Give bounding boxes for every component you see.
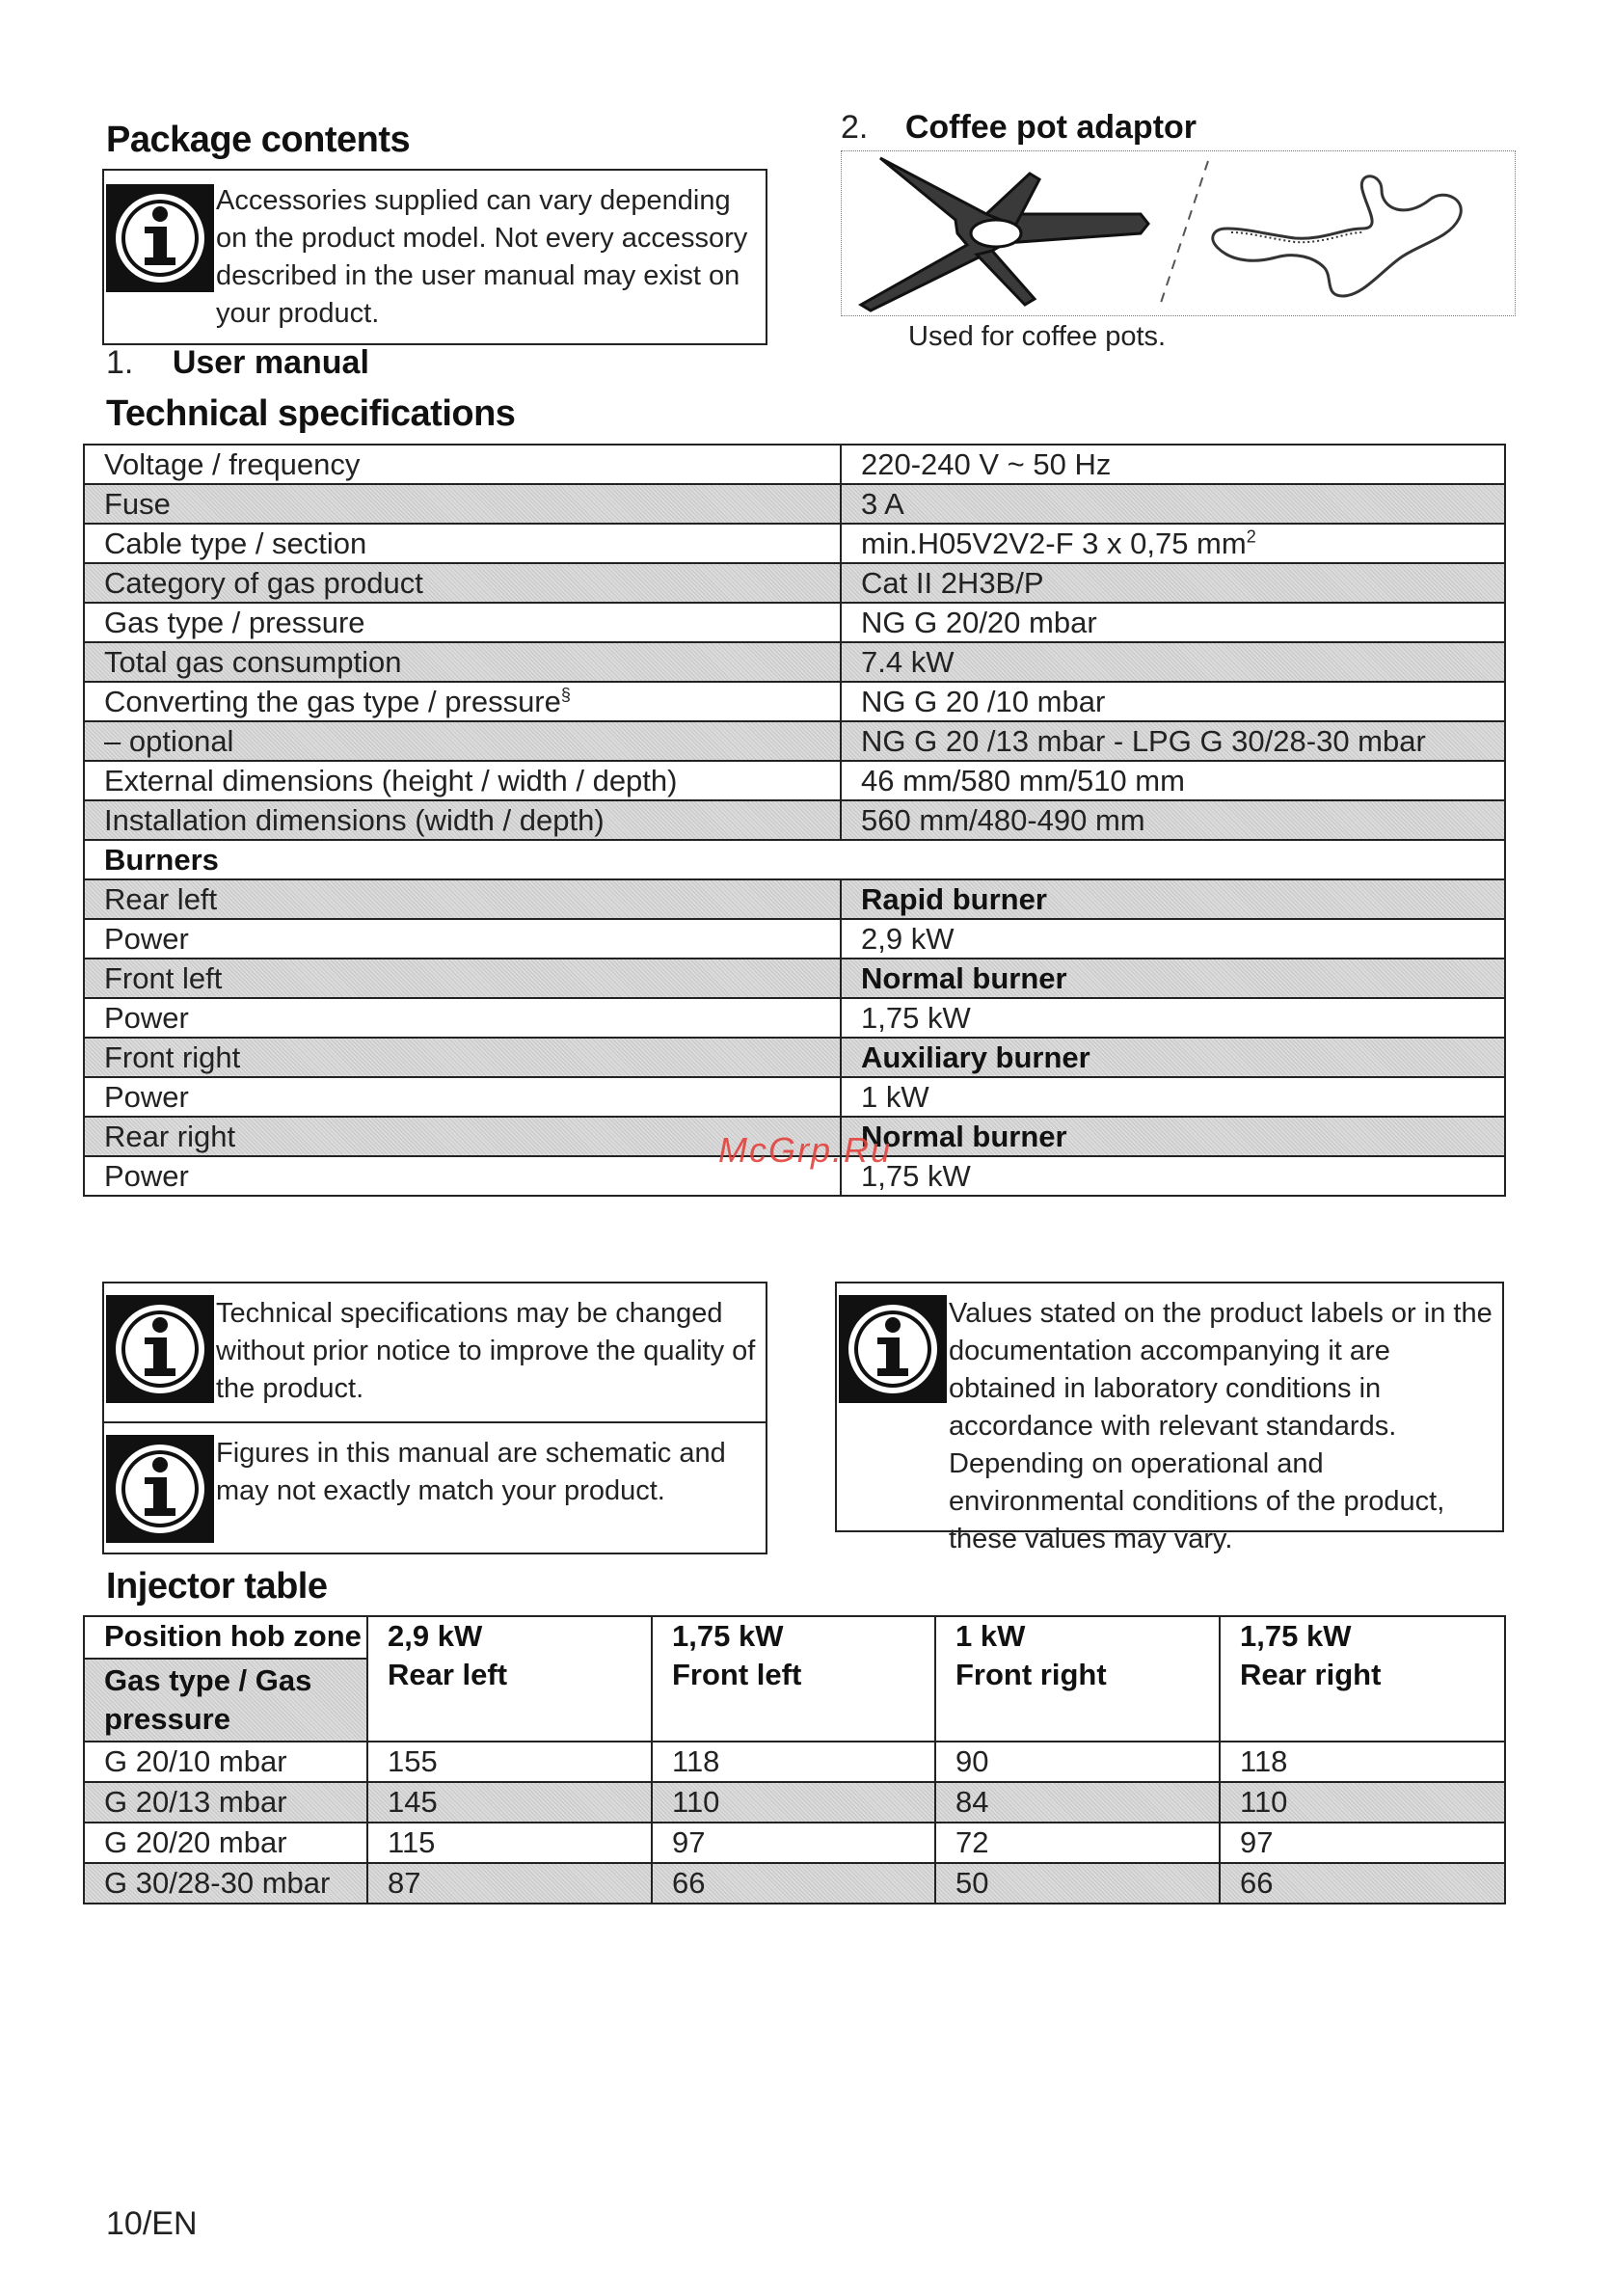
spec-label: External dimensions (height / width / depth) (84, 761, 841, 800)
burner-label: Front right (84, 1038, 841, 1077)
spec-label: Cable type / section (84, 524, 841, 563)
spec-change-note-text: Technical specifications may be changed without prior notice to improve the quality of the product. (216, 1298, 756, 1404)
gas-type-cell: G 20/20 mbar (84, 1823, 367, 1863)
injector-row (84, 1742, 1505, 1782)
corner-top: Position hob zone (104, 1619, 362, 1653)
injector-column-header (367, 1616, 652, 1742)
values-note-text: Values stated on the product labels or in the documentation accompanying it are obtained in laboratory conditions in accordance with relevant standards. Depending on operational and environmental conditions of the product, these values may vary. (949, 1298, 1493, 1554)
figures-note (104, 1421, 766, 1553)
burners-heading-row (84, 840, 1505, 879)
burner-label: Power (84, 998, 841, 1038)
burner-value: 1,75 kW (841, 1156, 1505, 1196)
injector-value: 66 (1220, 1863, 1505, 1904)
column-zone: Front right (955, 1658, 1107, 1691)
spec-value: 220-240 V ~ 50 Hz (841, 445, 1505, 484)
column-power: 1,75 kW (672, 1619, 784, 1653)
spec-row (84, 603, 1505, 642)
figures-note-text: Figures in this manual are schematic and may not exactly match your product. (216, 1438, 726, 1506)
burner-row (84, 919, 1505, 959)
injector-value: 145 (367, 1782, 652, 1823)
spec-label: Voltage / frequency (84, 445, 841, 484)
burner-label: Rear right (84, 1117, 841, 1156)
injector-column-header (652, 1616, 935, 1742)
column-zone: Rear right (1240, 1658, 1382, 1691)
injector-row (84, 1823, 1505, 1863)
injector-table (83, 1615, 1506, 1904)
spec-row (84, 484, 1505, 524)
spec-row (84, 642, 1505, 682)
spec-label-text: Converting the gas type / pressure (104, 685, 561, 718)
burner-row (84, 879, 1505, 919)
injector-value: 84 (935, 1782, 1220, 1823)
package-item-2 (841, 109, 1197, 147)
item-label-user-manual: User manual (172, 344, 369, 381)
gas-type-cell: G 20/10 mbar (84, 1742, 367, 1782)
spec-value: 7.4 kW (841, 642, 1505, 682)
spec-label: Fuse (84, 484, 841, 524)
notes-box-left (102, 1282, 767, 1554)
burner-label: Power (84, 1156, 841, 1196)
spec-value (841, 524, 1505, 563)
burner-label: Front left (84, 959, 841, 998)
spec-label: – optional (84, 721, 841, 761)
item-number: 2. (841, 109, 869, 146)
spec-row (84, 563, 1505, 603)
info-icon (106, 1435, 214, 1543)
item-number: 1. (106, 344, 134, 381)
burner-value: 1 kW (841, 1077, 1505, 1117)
spec-value: 46 mm/580 mm/510 mm (841, 761, 1505, 800)
spec-value: Cat II 2H3B/P (841, 563, 1505, 603)
injector-value: 72 (935, 1823, 1220, 1863)
burner-row (84, 998, 1505, 1038)
burner-value: Normal burner (841, 1117, 1505, 1156)
injector-value: 118 (652, 1742, 935, 1782)
gas-type-cell: G 20/13 mbar (84, 1782, 367, 1823)
spec-value: NG G 20 /10 mbar (841, 682, 1505, 721)
column-power: 1,75 kW (1240, 1619, 1352, 1653)
technical-specifications-title: Technical specifications (106, 393, 516, 434)
injector-value: 87 (367, 1863, 652, 1904)
injector-row (84, 1863, 1505, 1904)
spec-value: 3 A (841, 484, 1505, 524)
injector-header-row (84, 1616, 1505, 1742)
info-icon (106, 1295, 214, 1403)
spec-row (84, 524, 1505, 563)
superscript: 2 (1246, 527, 1256, 547)
column-zone: Front left (672, 1658, 802, 1691)
burner-row (84, 959, 1505, 998)
coffee-pot-adaptor-image (841, 150, 1516, 316)
injector-row (84, 1782, 1505, 1823)
spec-label: Installation dimensions (width / depth) (84, 800, 841, 840)
item-label-coffee-pot-adaptor: Coffee pot adaptor (904, 109, 1197, 146)
values-note (835, 1282, 1504, 1554)
spec-label: Total gas consumption (84, 642, 841, 682)
watermark: McGrp.Ru (718, 1130, 893, 1170)
injector-column-header (1220, 1616, 1505, 1742)
burner-row (84, 1077, 1505, 1117)
spec-row (84, 800, 1505, 840)
info-icon (839, 1295, 947, 1403)
column-power: 1 kW (955, 1619, 1026, 1653)
injector-value: 118 (1220, 1742, 1505, 1782)
spec-row (84, 721, 1505, 761)
accessories-note (102, 169, 767, 345)
injector-value: 97 (652, 1823, 935, 1863)
coffee-pot-caption: Used for coffee pots. (908, 321, 1167, 352)
page-number: 10/EN (106, 2205, 198, 2242)
injector-corner-cell (84, 1616, 367, 1742)
info-icon (106, 184, 214, 292)
burner-label: Power (84, 919, 841, 959)
injector-value: 66 (652, 1863, 935, 1904)
spec-value: NG G 20 /13 mbar - LPG G 30/28-30 mbar (841, 721, 1505, 761)
spec-row (84, 761, 1505, 800)
injector-value: 155 (367, 1742, 652, 1782)
superscript: § (560, 685, 571, 705)
injector-value: 110 (1220, 1782, 1505, 1823)
corner-bottom: Gas type / Gas pressure (85, 1658, 367, 1741)
burner-label: Power (84, 1077, 841, 1117)
spec-label: Category of gas product (84, 563, 841, 603)
injector-column-header (935, 1616, 1220, 1742)
burner-value: 1,75 kW (841, 998, 1505, 1038)
spec-label (84, 682, 841, 721)
spec-label: Gas type / pressure (84, 603, 841, 642)
burner-value: Rapid burner (841, 879, 1505, 919)
spec-value: 560 mm/480-490 mm (841, 800, 1505, 840)
package-item-1 (106, 344, 369, 382)
injector-value: 110 (652, 1782, 935, 1823)
accessories-note-text: Accessories supplied can vary depending on the product model. Not every accessory described in the user manual may exist on your product. (216, 185, 748, 329)
package-contents-title: Package contents (106, 120, 411, 160)
spec-value: NG G 20/20 mbar (841, 603, 1505, 642)
burner-value: Auxiliary burner (841, 1038, 1505, 1077)
burner-value: 2,9 kW (841, 919, 1505, 959)
column-zone: Rear left (388, 1658, 508, 1691)
burner-label: Rear left (84, 879, 841, 919)
spec-row (84, 682, 1505, 721)
injector-value: 115 (367, 1823, 652, 1863)
spec-row (84, 445, 1505, 484)
burner-row (84, 1038, 1505, 1077)
spec-value-text: min.H05V2V2-F 3 x 0,75 mm (861, 527, 1247, 560)
injector-table-title: Injector table (106, 1566, 328, 1607)
gas-type-cell: G 30/28-30 mbar (84, 1863, 367, 1904)
burner-value: Normal burner (841, 959, 1505, 998)
burners-heading: Burners (84, 840, 1505, 879)
injector-value: 97 (1220, 1823, 1505, 1863)
column-power: 2,9 kW (388, 1619, 483, 1653)
injector-value: 90 (935, 1742, 1220, 1782)
spec-change-note (104, 1283, 766, 1421)
injector-value: 50 (935, 1863, 1220, 1904)
technical-specifications-table (83, 444, 1506, 1197)
